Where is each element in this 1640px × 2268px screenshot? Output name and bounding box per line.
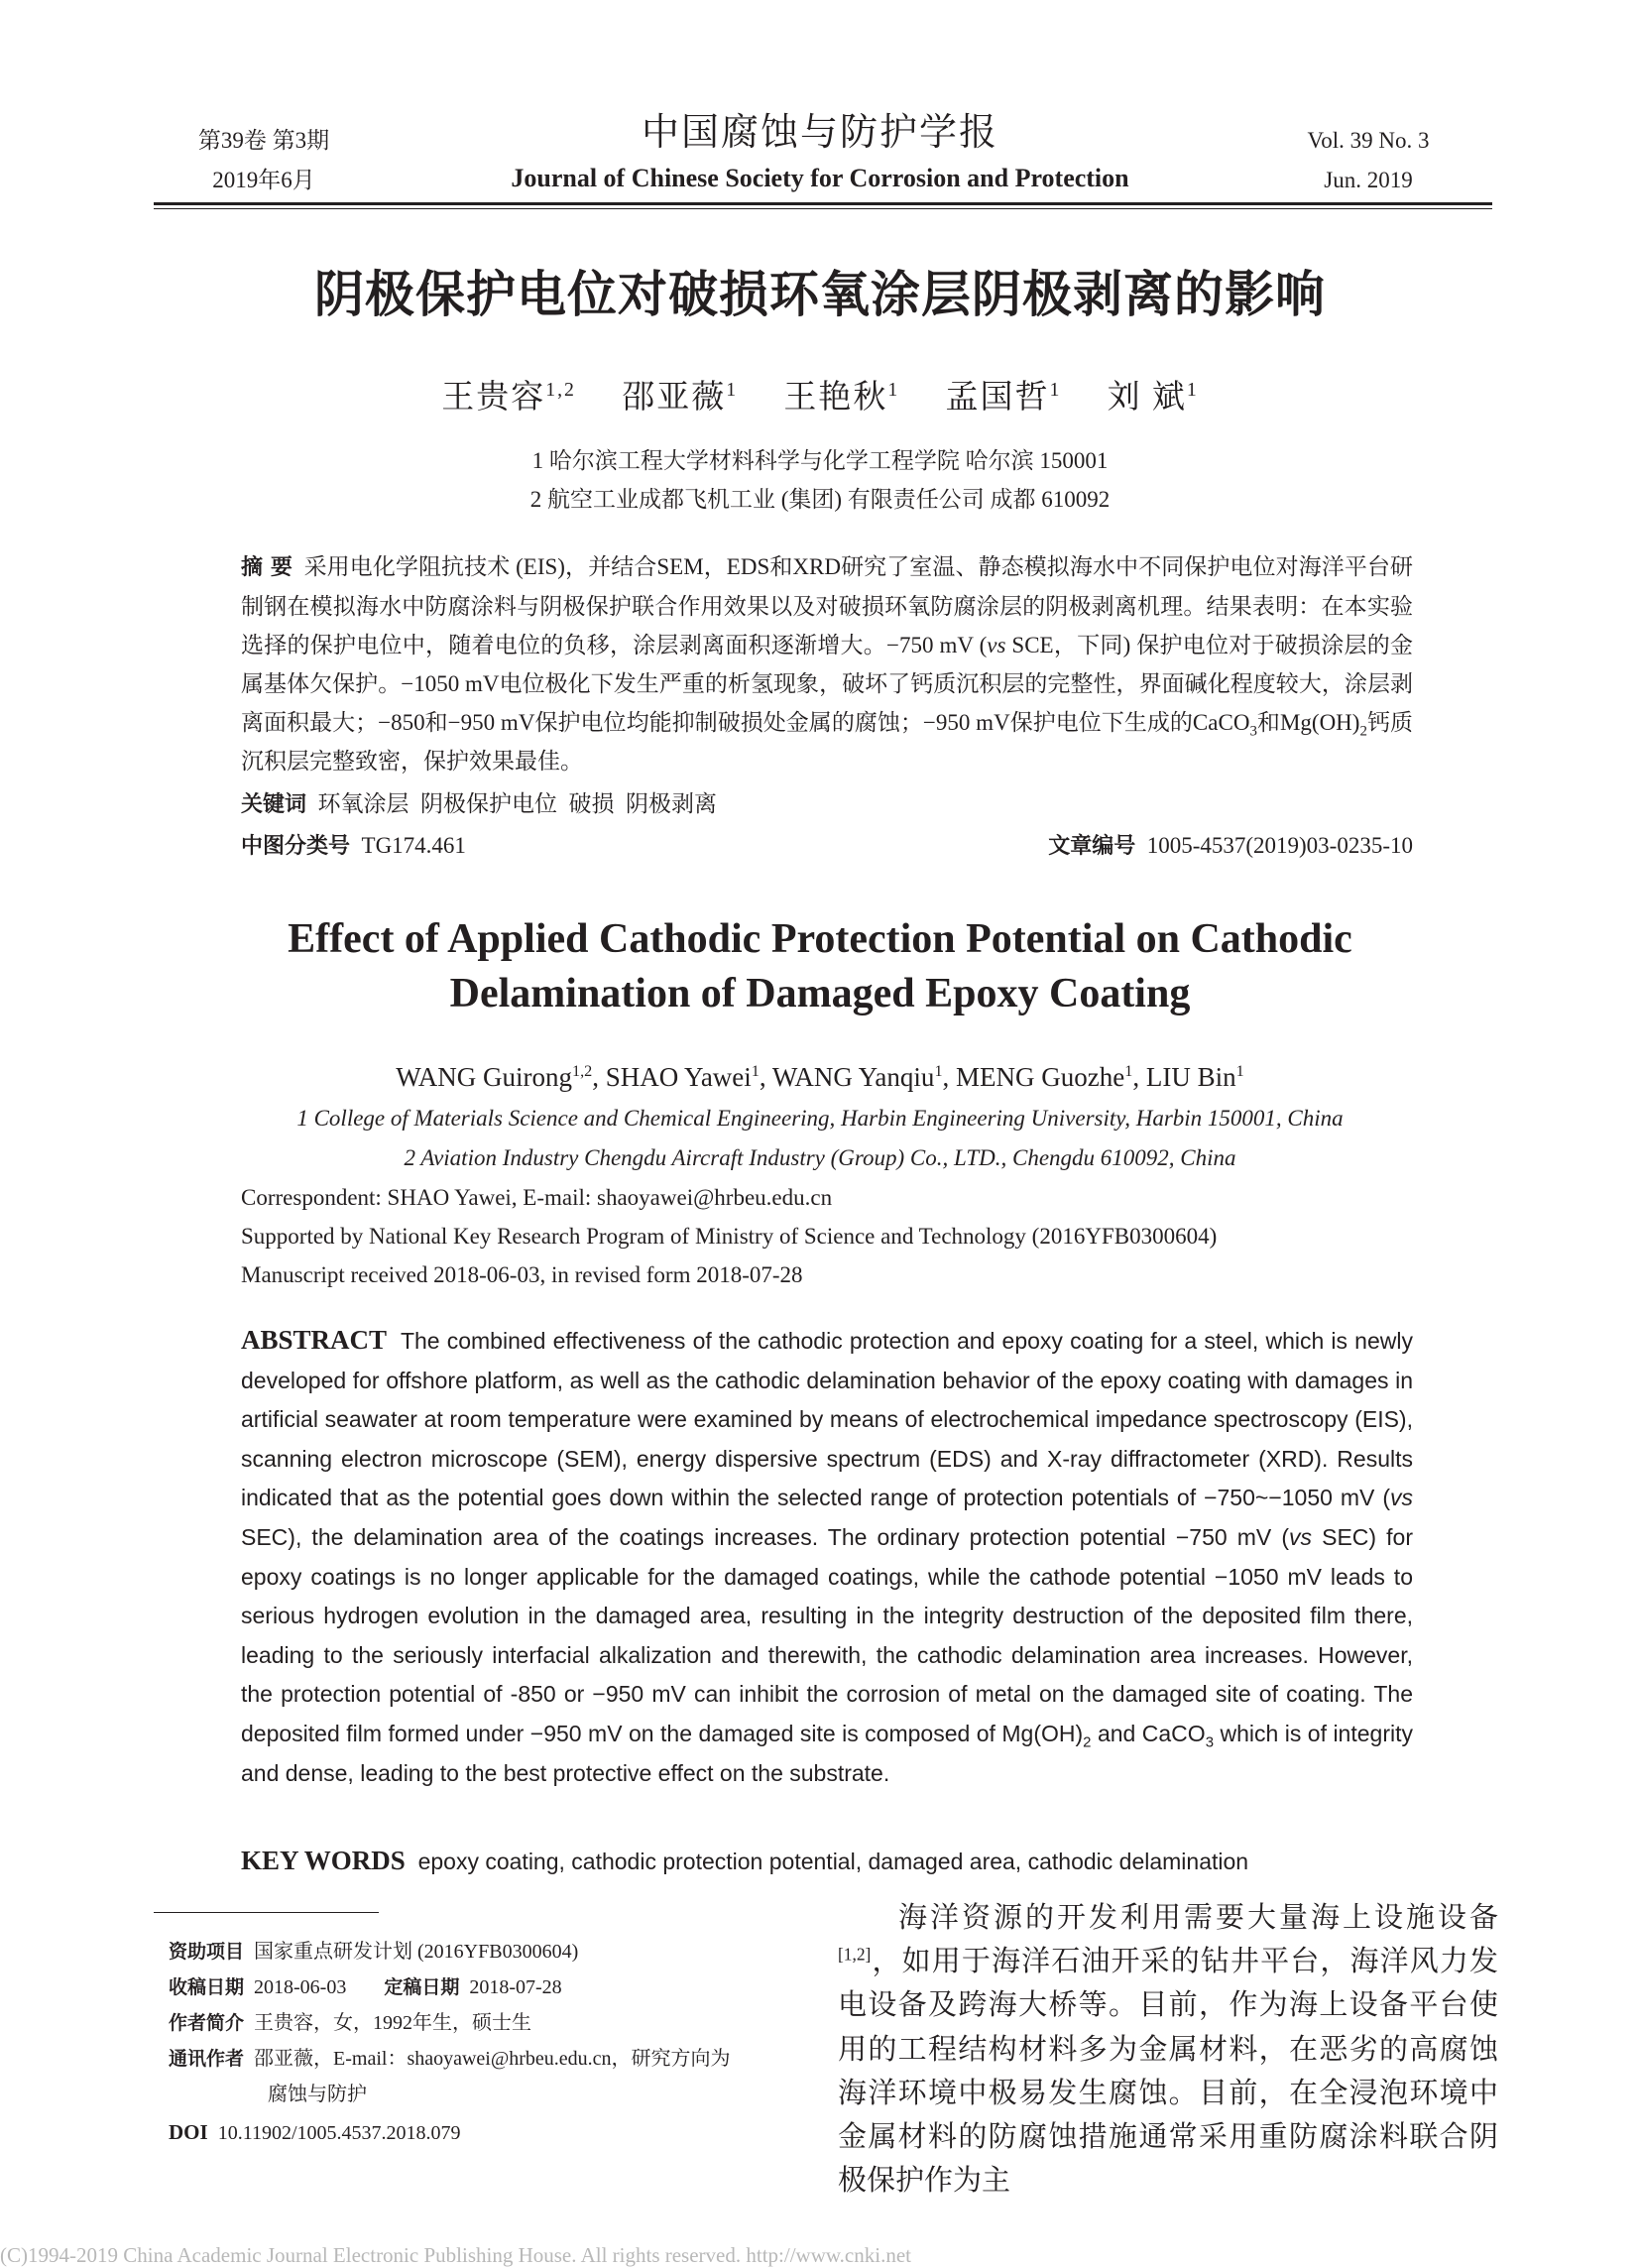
- abstract-label-en: ABSTRACT: [241, 1325, 388, 1355]
- author-cn: 孟国哲$^1$: [945, 379, 1062, 416]
- journal-masthead: [397, 107, 1243, 198]
- footnote-funding: 资助项目 国家重点研发计划 (2016YFB0300604): [169, 1941, 579, 1963]
- affiliation-cn-2: 2 航空工业成都飞机工业 (集团) 有限责任公司 成都 610092: [529, 487, 1111, 512]
- footnote-author: 作者简介 王贵容，女，1992年生，硕士生: [169, 2012, 532, 2034]
- author-cn: 刘 斌$^1$: [1107, 379, 1199, 416]
- keywords-label-en: KEY WORDS: [241, 1846, 406, 1875]
- issue-info: [175, 121, 353, 200]
- author-en: WANG Yanqiu$^1$: [771, 1062, 943, 1092]
- author-cn: 王艳秋$^1$: [783, 379, 900, 416]
- footnote-correspondent: 通讯作者 邵亚薇，E-mail：shaoyawei@hrbeu.edu.cn，研究方向为 腐蚀与防护: [169, 2048, 731, 2105]
- journal-name-en: Journal of Chinese Society for Corrosion and Protection: [511, 164, 1129, 192]
- date-en: Jun. 2019: [1324, 168, 1413, 192]
- funding-line: Supported by National Key Research Program of Ministry of Science and Technology (2016YFB0300604): [241, 1224, 1218, 1249]
- author-cn: 王贵容$^{1,2}$: [441, 379, 576, 416]
- body-paragraph: 海洋资源的开发利用需要大量海上设施设备[1,2]，如用于海洋石油开采的钻井平台，海洋风力发电设备及跨海大桥等。目前，作为海上设备平台使用的工程结构材料多为金属材料，在恶劣的高腐蚀海洋环境中极易发生腐蚀。目前，在全浸泡环境中金属材料的防腐蚀措施通常采用重防腐涂料联合阴极保护作为主: [838, 1902, 1498, 2198]
- paper-title-cn: 阴极保护电位对破损环氧涂层阴极剥离的影响: [314, 266, 1326, 323]
- header-rule: [154, 202, 1492, 205]
- volume-issue-en: Vol. 39 No. 3: [1307, 128, 1430, 153]
- author-list-cn: [149, 373, 1491, 422]
- classification-number: 中图分类号 TG174.461: [241, 833, 466, 859]
- abstract-cn: 摘 要 采用电化学阻抗技术 (EIS)，并结合SEM，EDS和XRD研究了室温、静态模拟海水中不同保护电位对海洋平台研制钢在模拟海水中防腐涂料与阴极保护联合作用效果以及对破损环氧防腐涂层的阴极剥离机理。结果表明：在本实验选择的保护电位中，随着电位的负移，涂层剥离面积逐渐增大。−750 mV (vs SCE，下同) 保护电位对于破损涂层的金属基体欠保护。−1050 mV电位极化下发生严重的析氢现象，破坏了钙质沉积层的完整性，界面碱化程度较大，涂层剥离面积最大；−850和−950 mV保护电位均能抑制破损处金属的腐蚀；−950 mV保护电位下生成的CaCO$_3$和$Mg(OH)_2$钙质沉积层完整致密，保护效果最佳。: [241, 554, 1414, 774]
- paper-title-en: Effect of Applied Cathodic Protection Potential on Cathodic Delamination of Damaged Epoxy Coating: [288, 916, 1352, 1016]
- footnote-rule: [154, 1912, 379, 1913]
- affiliation-cn-1: 1 哈尔滨工程大学材料科学与化学工程学院 哈尔滨 150001: [531, 448, 1109, 473]
- keywords-en: KEY WORDS epoxy coating, cathodic protection potential, damaged area, cathodic delamination: [241, 1846, 1249, 1875]
- manuscript-dates: Manuscript received 2018-06-03, in revised form 2018-07-28: [241, 1262, 803, 1287]
- author-cn: 邵亚薇$^1$: [622, 379, 739, 416]
- volume-issue-cn: 第39卷 第3期: [197, 128, 330, 153]
- issue-info-en: [1279, 121, 1458, 200]
- footnote-doi: DOI 10.11902/1005.4537.2018.079: [169, 2120, 461, 2144]
- article-number: 文章编号 1005-4537(2019)03-0235-10: [1048, 833, 1413, 859]
- date-cn: 2019年6月: [212, 168, 315, 192]
- author-en: MENG Guozhe$^1$: [956, 1062, 1133, 1092]
- affiliation-en-1: 1 College of Materials Science and Chemical Engineering, Harbin Engineering University, Harbin 150001, China: [296, 1106, 1344, 1131]
- abstract-label-cn: 摘 要: [241, 555, 293, 580]
- header-rule-thin: [154, 208, 1492, 209]
- author-list-en: WANG Guirong$^{1,2}$, SHAO Yawei$^1$, WANG Yanqiu$^1$, MENG Guozhe$^1$, LIU Bin$^1$: [396, 1062, 1244, 1092]
- copyright-footer: (C)1994-2019 China Academic Journal Electronic Publishing House. All rights reserved. http://www.cnki.net: [0, 2243, 911, 2267]
- author-en: WANG Guirong$^{1,2}$: [396, 1062, 593, 1092]
- journal-name-cn: 中国腐蚀与防护学报: [641, 112, 998, 154]
- keywords-label-cn: 关键词: [241, 792, 307, 817]
- abstract-en: ABSTRACT The combined effectiveness of the cathodic protection and epoxy coating for a steel, which is newly developed for offshore platform, as well as the cathodic delamination behavior of the epoxy coating with damages in artificial seawater at room temperature were examined by means of electrochemical impedance spectroscopy (EIS), scanning electron microscope (SEM), energy dispersive spectrum (EDS) and X-ray diffractometer (XRD). Results indicated that as the potential goes down within the selected range of protection potentials of −750~−1050 mV (vs SEC), the delamination area of the coatings increases. The ordinary protection potential −750 mV (vs SEC) for epoxy coatings is no longer applicable for the damaged coatings, while the cathode potential −1050 mV leads to serious hydrogen evolution in the damaged area, resulting in the integrity destruction of the deposited film there, leading to the seriously interfacial alkalization and therewith, the cathodic delamination area increases. However, the protection potential of -850 or −950 mV can inhibit the corrosion of metal on the damaged site of coating. The deposited film formed under −950 mV on the damaged site is composed of $Mg(OH)_2$ and CaCO$_3$ which is of integrity and dense, leading to the best protective effect on the substrate.: [241, 1325, 1413, 1786]
- author-en: LIU Bin$^1$: [1145, 1062, 1244, 1092]
- correspondent-line: Correspondent: SHAO Yawei, E-mail: shaoyawei@hrbeu.edu.cn: [241, 1185, 833, 1210]
- citation-ref: [1,2]: [838, 1944, 872, 1965]
- keywords-cn: 关键词 环氧涂层 阴极保护电位 破损 阴极剥离: [241, 791, 718, 817]
- author-en: SHAO Yawei$^1$: [605, 1062, 760, 1092]
- affiliation-en-2: 2 Aviation Industry Chengdu Aircraft Industry (Group) Co., LTD., Chengdu 610092, China: [404, 1145, 1236, 1170]
- footnote-dates: 收稿日期 2018-06-03 定稿日期 2018-07-28: [169, 1976, 562, 1998]
